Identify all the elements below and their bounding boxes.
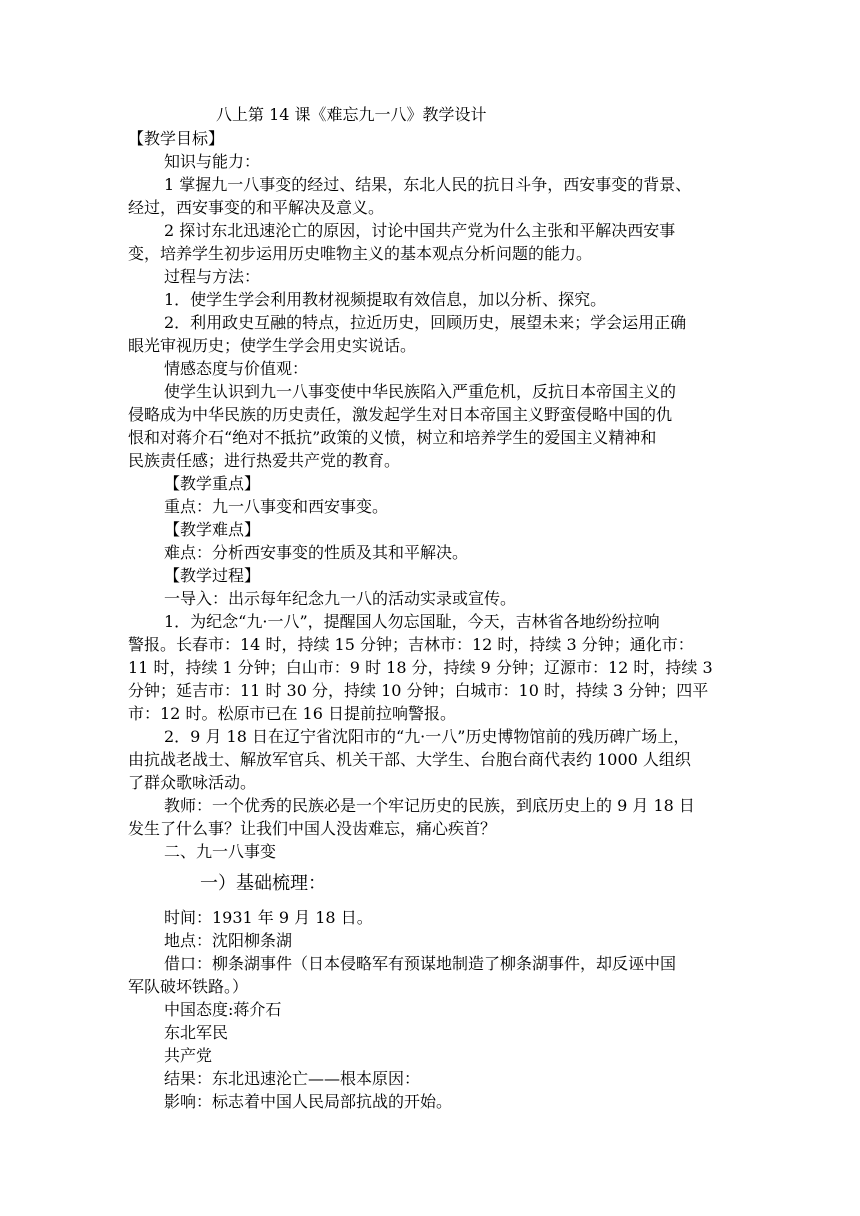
teacher-line-1: 教师：一个优秀的民族必是一个牢记历史的民族，到底历史上的 9 月 18 日	[164, 796, 695, 815]
intro-item-1-line-2: 警报。长春市：14 时，持续 15 分钟；吉林市：12 时，持续 3 分钟；通化市：	[128, 635, 694, 654]
teaching-difficulty-text: 难点：分析西安事变的性质及其和平解决。	[164, 543, 469, 562]
intro-item-2-line-1: 2．9 月 18 日在辽宁省沈阳市的“九·一八”历史博物馆前的残历碑广场上，	[164, 727, 690, 746]
event-pretext-line-2: 军队破坏铁路。）	[128, 977, 249, 996]
teaching-key-heading: 【教学重点】	[164, 474, 261, 493]
china-attitude: 中国态度:蒋介石	[164, 1000, 282, 1019]
northeast-army-people: 东北军民	[164, 1023, 229, 1042]
basic-review-heading: 一）基础梳理：	[200, 873, 326, 894]
intro-item-2-line-3: 了群众歌咏活动。	[128, 773, 257, 792]
teaching-procedure-heading: 【教学过程】	[164, 566, 261, 585]
teaching-goals-heading: 【教学目标】	[128, 129, 225, 148]
event-place: 地点：沈阳柳条湖	[164, 931, 293, 950]
emotion-value-heading: 情感态度与价值观：	[164, 359, 309, 378]
knowledge-ability-heading: 知识与能力：	[164, 152, 261, 171]
part-two-heading: 二、九一八事变	[164, 842, 277, 861]
introduction-line: 一导入：出示每年纪念九一八的活动实录或宣传。	[164, 589, 517, 608]
knowledge-item-2-line-2: 变，培养学生初步运用历史唯物主义的基本观点分析问题的能力。	[128, 244, 593, 263]
process-item-1: 1．使学生学会利用教材视频提取有效信息，加以分析、探究。	[164, 290, 607, 309]
teaching-key-text: 重点：九一八事变和西安事变。	[164, 497, 389, 516]
process-item-2-line-2: 眼光审视历史；使学生学会用史实说话。	[128, 336, 417, 355]
intro-item-1-line-3: 11 时，持续 1 分钟；白山市：9 时 18 分，持续 9 分钟；辽源市：12 时，持续 3	[128, 658, 713, 677]
event-time: 时间：1931 年 9 月 18 日。	[164, 908, 373, 927]
event-pretext-line-1: 借口：柳条湖事件（日本侵略军有预谋地制造了柳条湖事件，却反诬中国	[164, 954, 677, 973]
teaching-difficulty-heading: 【教学难点】	[164, 520, 261, 539]
intro-item-2-line-2: 由抗战老战士、解放军官兵、机关干部、大学生、台胞台商代表约 1000 人组织	[128, 750, 691, 769]
communist-party: 共产党	[164, 1046, 213, 1065]
teacher-line-2: 发生了什么事？让我们中国人没齿难忘，痛心疾首？	[128, 819, 497, 838]
emotion-line-4: 民族责任感；进行热爱共产党的教育。	[128, 451, 401, 470]
intro-item-1-line-5: 市：12 时。松原市已在 16 日提前拉响警报。	[128, 704, 456, 723]
intro-item-1-line-4: 分钟；延吉市：11 时 30 分，持续 10 分钟；白城市：10 时，持续 3 分钟；四平	[128, 681, 709, 700]
process-item-2-line-1: 2．利用政史互融的特点，拉近历史，回顾历史，展望未来；学会运用正确	[164, 313, 687, 332]
knowledge-item-1-line-2: 经过，西安事变的和平解决及意义。	[128, 198, 385, 217]
intro-item-1-line-1: 1．为纪念“九·一八”，提醒国人勿忘国耻，今天，吉林省各地纷纷拉响	[164, 612, 660, 631]
emotion-line-1: 使学生认识到九一八事变使中华民族陷入严重危机，反抗日本帝国主义的	[164, 382, 677, 401]
knowledge-item-2-line-1: 2 探讨东北迅速沦亡的原因，讨论中国共产党为什么主张和平解决西安事	[164, 221, 676, 240]
event-result: 结果：东北迅速沦亡——根本原因：	[164, 1069, 421, 1088]
knowledge-item-1-line-1: 1 掌握九一八事变的经过、结果，东北人民的抗日斗争，西安事变的背景、	[164, 175, 692, 194]
process-method-heading: 过程与方法：	[164, 267, 261, 286]
event-impact: 影响：标志着中国人民局部抗战的开始。	[164, 1092, 453, 1111]
emotion-line-2: 侵略成为中华民族的历史责任，激发起学生对日本帝国主义野蛮侵略中国的仇	[128, 405, 673, 424]
emotion-line-3: 恨和对蒋介石“绝对不抵抗”政策的义愤，树立和培养学生的爱国主义精神和	[128, 428, 657, 447]
document-title: 八上第 14 课《难忘九一八》教学设计	[216, 105, 487, 124]
